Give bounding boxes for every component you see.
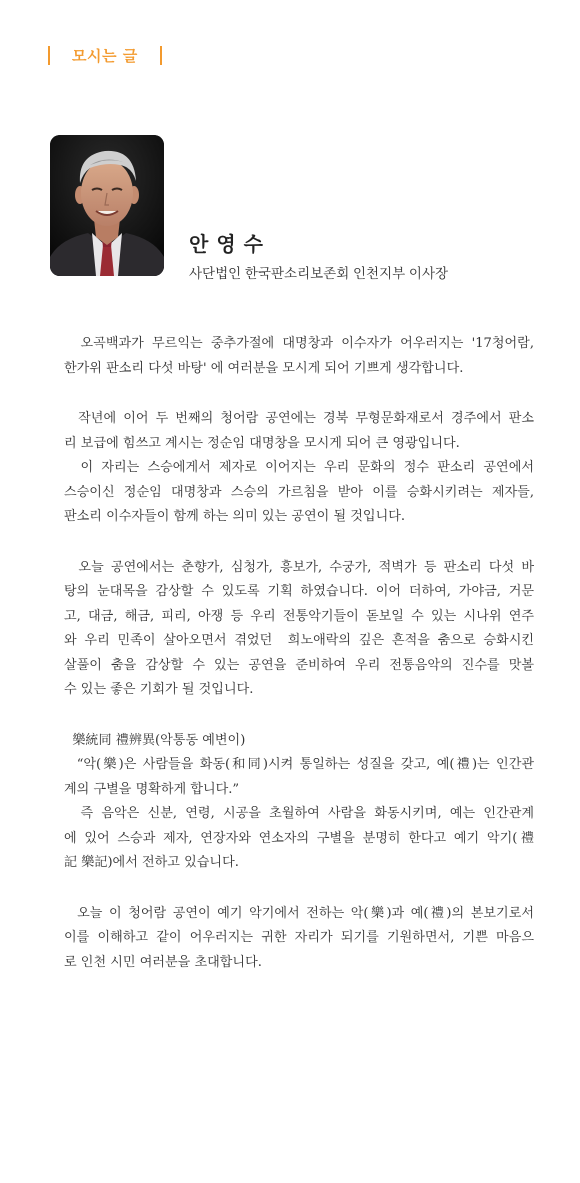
text-line: 로 인천 시민 여러분을 초대합니다. [64, 954, 262, 970]
section-title: 모시는 글 [72, 46, 138, 65]
text-line: “악(樂)은 사람들을 화동(和同)시켜 통일하는 성질을 갖고, 예(禮)는 인간관 [64, 757, 534, 772]
text-line: 작년에 이어 두 번째의 청어람 공연에는 경북 무형문화재로서 경주에서 판소 [64, 411, 534, 426]
text-line: 수 있는 좋은 기회가 될 것입니다. [64, 682, 254, 697]
text-line: 이 자리는 스승에게서 제자로 이어지는 우리 문화의 정수 판소리 공연에서 [64, 460, 534, 475]
text-line: 에 있어 스승과 제자, 연장자와 연소자의 구별을 분명히 한다고 예기 악기(禮 [64, 830, 534, 846]
text-line: 살풀이 춤을 감상할 수 있는 공연을 준비하여 우리 전통음악의 진수를 맛볼 [64, 657, 534, 673]
author-portrait [50, 135, 164, 276]
portrait-illustration [50, 135, 164, 276]
text-line: 고, 대금, 해금, 피리, 아쟁 등 우리 전통악기들이 돋보일 수 있는 시나위 연주 [64, 608, 534, 624]
right-divider-bar [160, 46, 162, 65]
author-affiliation: 사단법인 한국판소리보존회 인천지부 이사장 [189, 266, 449, 281]
text-line: 오늘 이 청어람 공연이 예기 악기에서 전하는 악(樂)과 예(禮)의 본보기로서 [64, 905, 534, 921]
text-line: 판소리 이수자들이 함께 하는 의미 있는 공연이 될 것입니다. [64, 509, 406, 524]
paragraph [64, 902, 534, 976]
letter-body [64, 332, 534, 1001]
paragraph [64, 729, 534, 876]
section-header [48, 44, 162, 66]
paragraph [64, 407, 534, 530]
text-line: 오늘 공연에서는 춘향가, 심청가, 흥보가, 수궁가, 적벽가 등 판소리 다섯 바 [64, 559, 534, 575]
paragraph [64, 332, 534, 381]
text-line: 계의 구별을 명확하게 합니다.” [64, 781, 240, 797]
text-line: 즉 음악은 신분, 연령, 시공을 초월하여 사람을 화동시키며, 예는 인간관계 [64, 806, 534, 821]
left-divider-bar [48, 46, 50, 65]
text-line: 記 樂記)에서 전하고 있습니다. [64, 855, 239, 870]
text-line: 와 우리 민족이 살아오면서 겪었던 희노애락의 깊은 흔적을 춤으로 승화시킨 [64, 633, 534, 648]
paragraph [64, 556, 534, 703]
text-line: 한가위 판소리 다섯 바탕' 에 여러분을 모시게 되어 기쁘게 생각합니다. [64, 360, 464, 376]
text-line: 오곡백과가 무르익는 중추가절에 대명창과 이수자가 어우러지는 '17청어람, [64, 336, 534, 351]
text-line: 리 보급에 힘쓰고 계시는 정순임 대명창을 모시게 되어 큰 영광입니다. [64, 435, 460, 451]
text-line: 이를 이해하고 같이 어우러지는 귀한 자리가 되기를 기원하면서, 기쁜 마음으 [64, 930, 534, 945]
author-name: 안영수 [189, 232, 271, 256]
text-line: 탕의 눈대목을 감상할 수 있도록 기획 하였습니다. 이어 더하여, 가야금, 거문 [64, 584, 534, 599]
text-line: 스승이신 정순임 대명창과 스승의 가르침을 받아 이를 승화시키려는 제자들, [64, 484, 534, 500]
text-line: 樂統同 禮辨異(악통동 예변이) [64, 732, 246, 748]
